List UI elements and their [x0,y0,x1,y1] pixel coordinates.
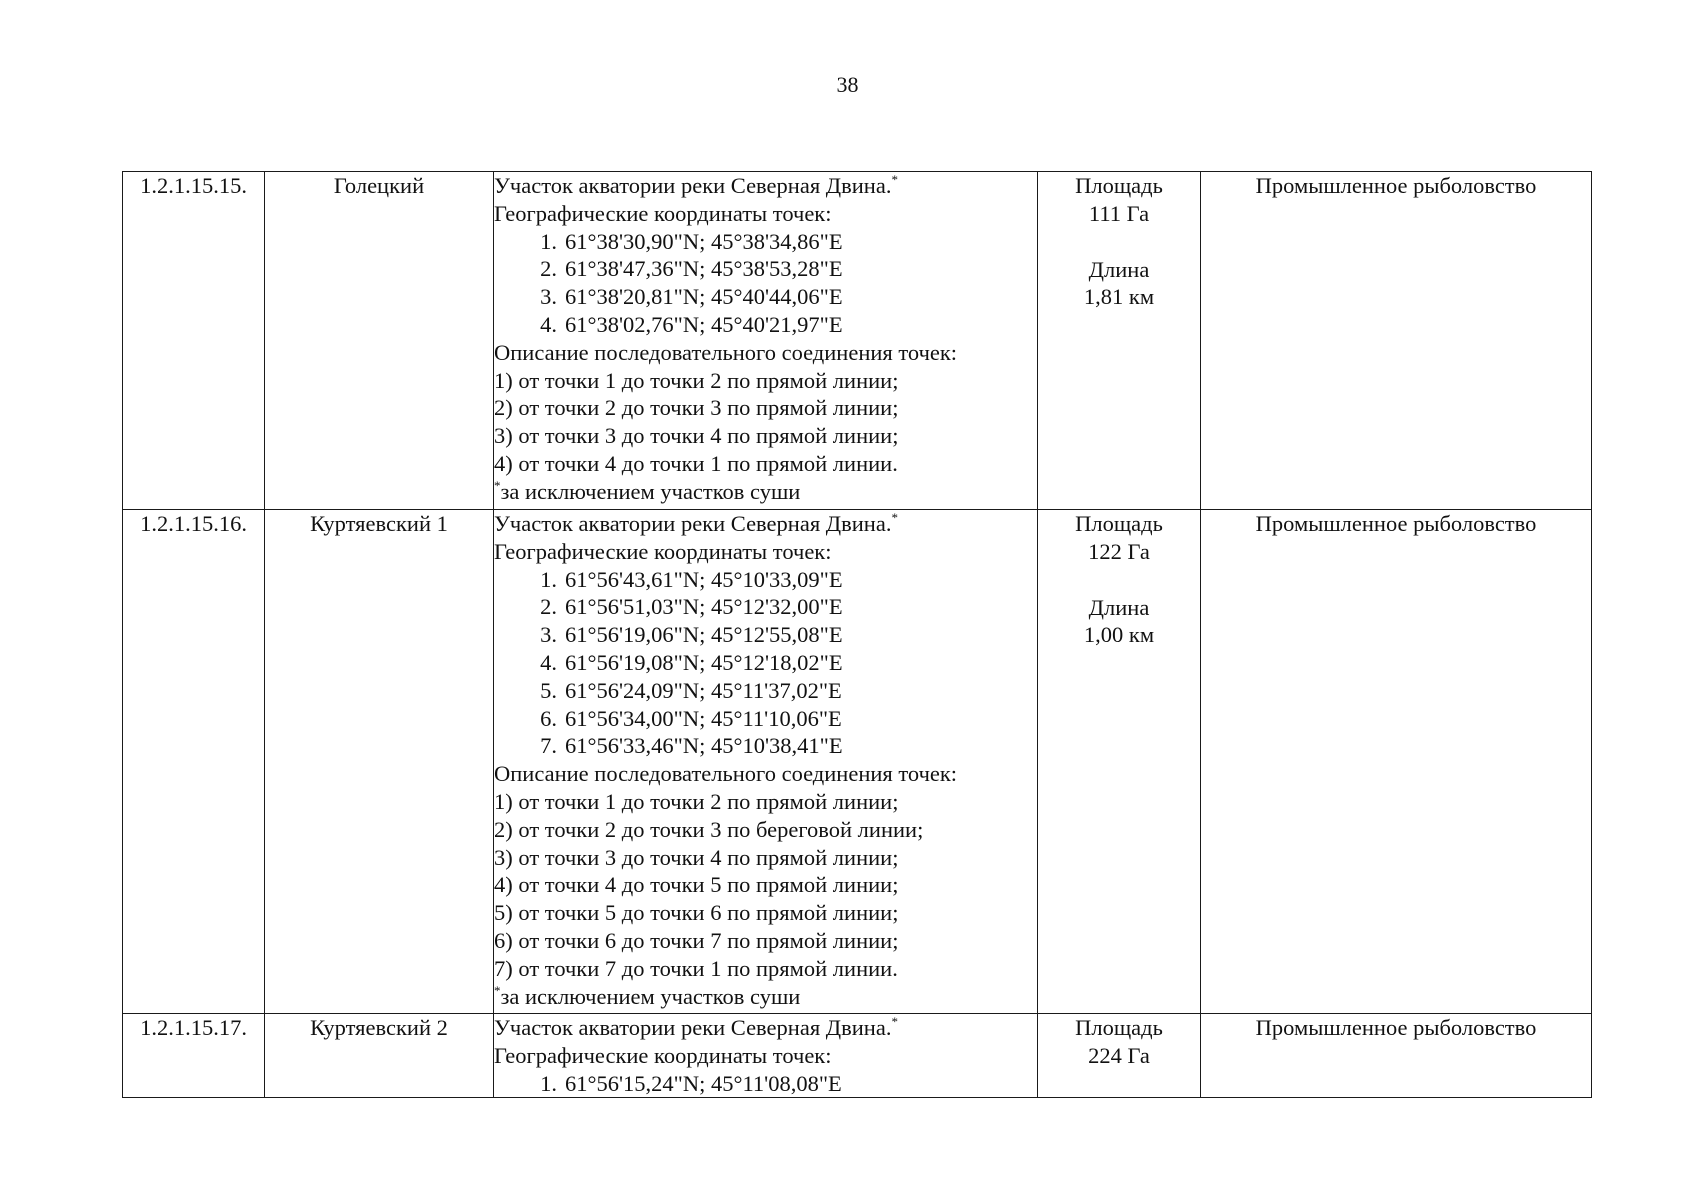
footnote-marker: * [494,477,501,493]
area-label: Площадь [1075,511,1163,536]
description-title: Участок акватории реки Северная Двина. [494,173,892,198]
area-number: 1.2.1.15.17. [123,1014,265,1098]
table-row [123,1014,1592,1098]
coords-list [494,228,1037,339]
length-label: Длина [1088,256,1150,282]
area-label: Площадь [1075,173,1163,198]
area-number: 1.2.1.15.15. [123,172,265,510]
list-item: 2. 61°38'47,36"N; 45°38'53,28"E [540,256,843,282]
area-value: 224 Га [1088,1042,1150,1068]
usage-type: Промышленное рыболовство [1201,510,1592,1014]
list-item: 7. 61°56'33,46"N; 45°10'38,41"E [540,733,843,759]
description-title: Участок акватории реки Северная Двина. [494,1015,892,1040]
connection-line: 3) от точки 3 до точки 4 по прямой линии; [494,844,899,870]
connection-title: Описание последовательного соединения точек: [494,339,958,365]
length-value: 1,81 км [1083,284,1155,310]
area-name: Куртяевский 2 [265,1014,494,1098]
area-parameters [1038,172,1201,510]
fishing-areas-table [122,171,1592,1098]
connection-line: 1) от точки 1 до точки 2 по прямой линии; [494,367,899,393]
list-item: 1. 61°56'43,61"N; 45°10'33,09"E [540,566,843,592]
area-value: 111 Га [1088,200,1150,226]
length-label: Длина [1088,594,1150,620]
footnote-text: за исключением участков суши [500,983,801,1009]
list-item: 1. 61°38'30,90"N; 45°38'34,86"E [540,228,843,254]
list-item: 4. 61°38'02,76"N; 45°40'21,97"E [540,311,843,337]
page-number: 38 [836,72,859,97]
usage-type: Промышленное рыболовство [1201,1014,1592,1098]
connection-line: 6) от точки 6 до точки 7 по прямой линии; [494,927,899,953]
connection-line: 3) от точки 3 до точки 4 по прямой линии; [494,423,899,449]
coords-title: Географические координаты точек: [494,200,832,226]
area-name: Голецкий [265,172,494,510]
coords-title: Географические координаты точек: [494,538,832,564]
footnote-marker: * [494,982,501,998]
area-parameters [1038,1014,1201,1098]
connection-line: 2) от точки 2 до точки 3 по береговой линии; [494,816,924,842]
list-item: 5. 61°56'24,09"N; 45°11'37,02"E [540,677,842,703]
list-item: 1. 61°56'15,24"N; 45°11'08,08"E [540,1070,842,1096]
area-number: 1.2.1.15.16. [123,510,265,1014]
footnote-marker: * [891,1014,898,1029]
area-label: Площадь [1075,1015,1163,1040]
list-item: 3. 61°38'20,81"N; 45°40'44,06"E [540,284,843,310]
table-row [123,172,1592,510]
connection-line: 4) от точки 4 до точки 1 по прямой линии. [494,450,898,476]
list-item: 2. 61°56'51,03"N; 45°12'32,00"E [540,594,843,620]
area-description [494,172,1038,510]
area-value: 122 Га [1088,538,1150,564]
area-parameters [1038,510,1201,1014]
area-description [494,1014,1038,1098]
connection-line: 7) от точки 7 до точки 1 по прямой линии. [494,955,898,981]
footnote-marker: * [891,172,898,187]
description-title: Участок акватории реки Северная Двина. [494,511,892,536]
list-item: 3. 61°56'19,06"N; 45°12'55,08"E [540,622,843,648]
length-value: 1,00 км [1083,622,1155,648]
area-name: Куртяевский 1 [265,510,494,1014]
area-description [494,510,1038,1014]
connection-line: 5) от точки 5 до точки 6 по прямой линии; [494,900,899,926]
table-row [123,510,1592,1014]
list-item: 4. 61°56'19,08"N; 45°12'18,02"E [540,649,843,675]
connection-title: Описание последовательного соединения точек: [494,761,958,787]
coords-title: Географические координаты точек: [494,1042,832,1068]
usage-type: Промышленное рыболовство [1201,172,1592,510]
connection-line: 1) от точки 1 до точки 2 по прямой линии; [494,788,899,814]
connection-line: 4) от точки 4 до точки 5 по прямой линии; [494,872,899,898]
coords-list [494,566,1037,761]
list-item: 6. 61°56'34,00"N; 45°11'10,06"E [540,705,842,731]
footnote-text: за исключением участков суши [500,478,801,504]
connection-line: 2) от точки 2 до точки 3 по прямой линии; [494,395,899,421]
coords-list [494,1070,1037,1098]
footnote-marker: * [891,510,898,525]
